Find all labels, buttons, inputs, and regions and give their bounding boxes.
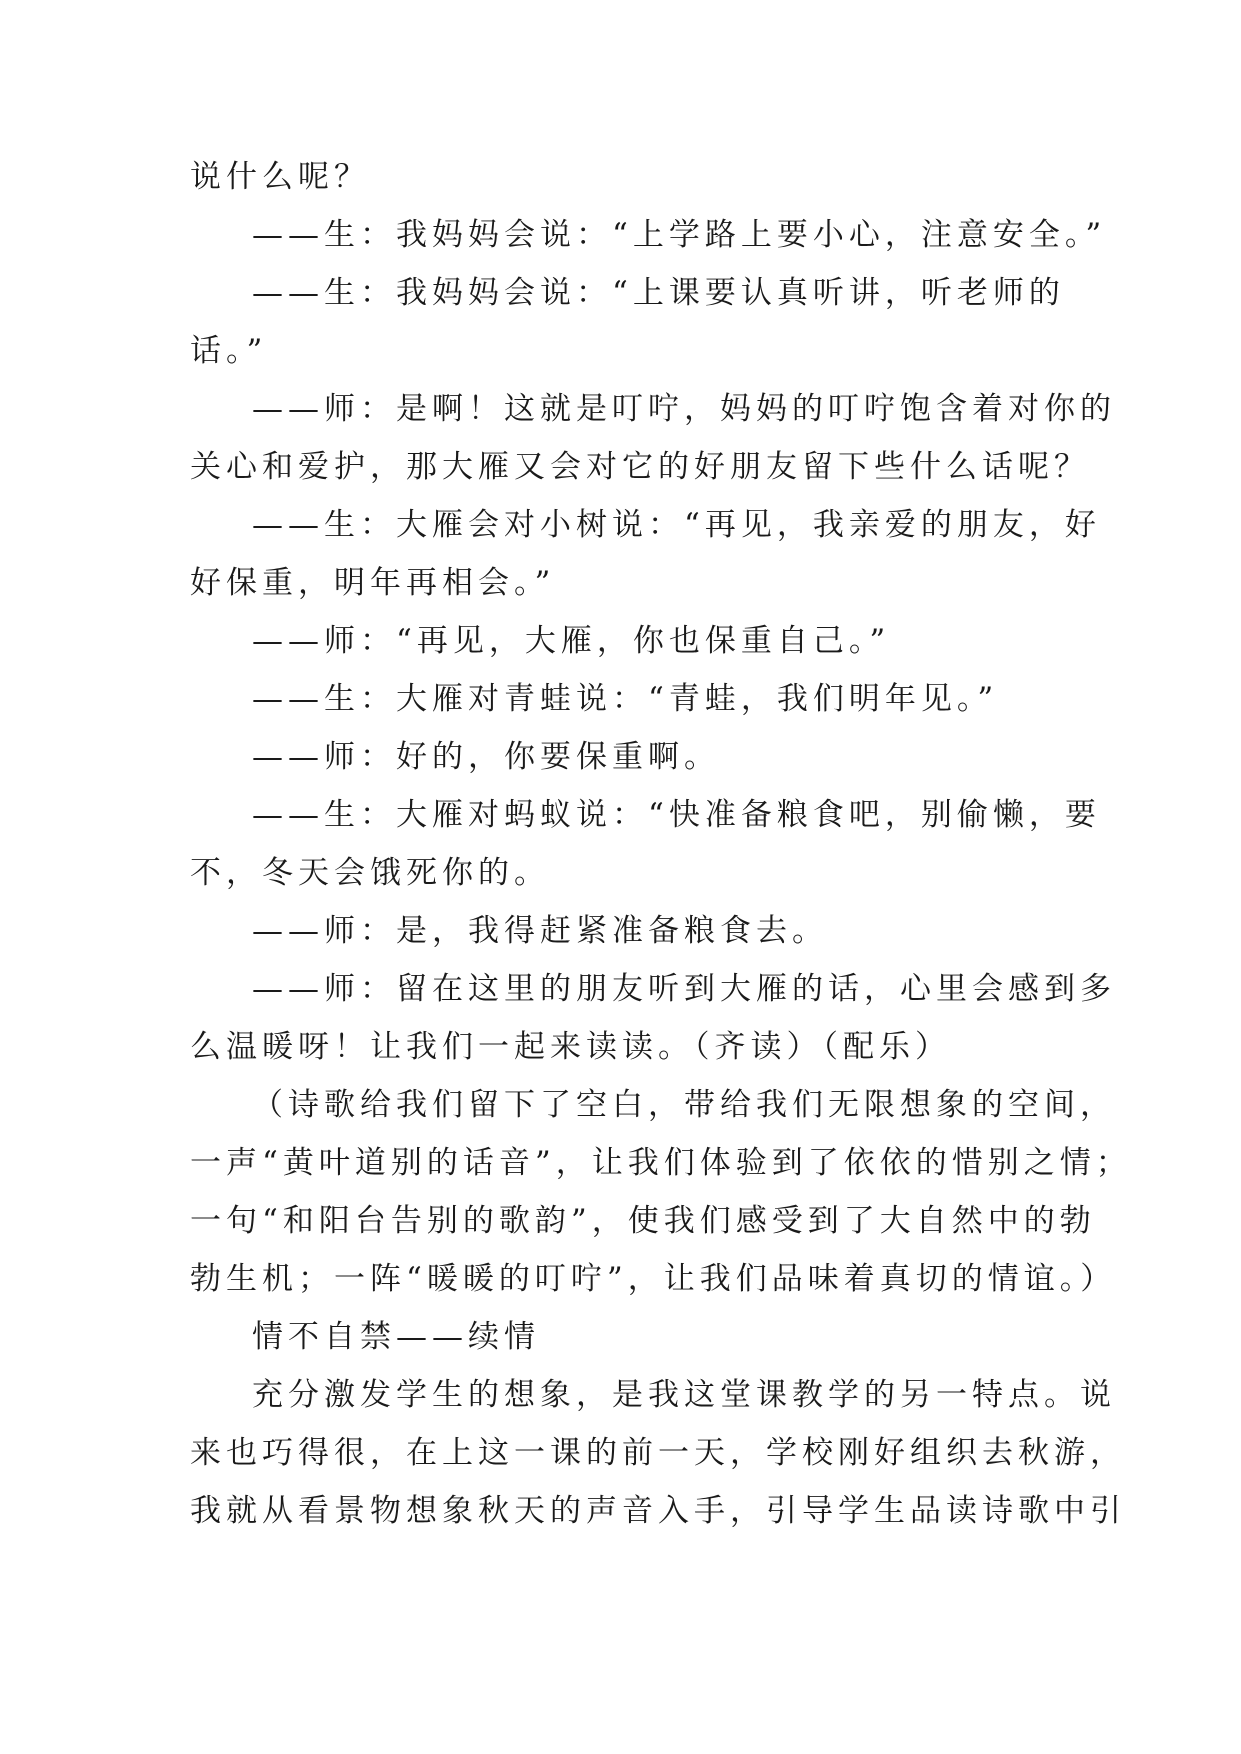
- text-line: 我就从看景物想象秋天的声音入手，引导学生品读诗歌中引: [190, 1493, 1126, 1529]
- text-line: ——师：留在这里的朋友听到大雁的话，心里会感到多: [252, 971, 1116, 1007]
- text-line: ——生：我妈妈会说：“上课要认真听讲，听老师的: [252, 275, 1065, 311]
- document-body: [190, 148, 1132, 1540]
- text-line: 话。”: [190, 333, 268, 369]
- text-line: 来也巧得很，在上这一课的前一天，学校刚好组织去秋游，: [190, 1435, 1126, 1471]
- text-line: （诗歌给我们留下了空白，带给我们无限想象的空间，: [252, 1087, 1116, 1123]
- text-line: 不，冬天会饿死你的。: [190, 855, 550, 891]
- text-line: 勃生机；一阵“暖暖的叮咛”，让我们品味着真切的情谊。）: [190, 1261, 1117, 1297]
- text-line: ——师：是，我得赶紧准备粮食去。: [252, 913, 828, 949]
- section-heading: 情不自禁——续情: [252, 1319, 540, 1355]
- text-line: ——师：“再见，大雁，你也保重自己。”: [252, 623, 891, 659]
- text-line: 么温暖呀！让我们一起来读读。（齐读）（配乐）: [190, 1029, 951, 1065]
- text-line: ——师：好的，你要保重啊。: [252, 739, 720, 775]
- text-line: ——师：是啊！这就是叮咛，妈妈的叮咛饱含着对你的: [252, 391, 1116, 427]
- text-line: 一句“和阳台告别的歌韵”，使我们感受到了大自然中的勃: [190, 1203, 1096, 1239]
- text-line: ——生：大雁对青蛙说：“青蛙，我们明年见。”: [252, 681, 999, 717]
- text-line: ——生：大雁对蚂蚁说：“快准备粮食吧，别偷懒，要: [252, 797, 1101, 833]
- text-line: 说什么呢？: [190, 159, 370, 195]
- text-line: ——生：我妈妈会说：“上学路上要小心，注意安全。”: [252, 217, 1107, 253]
- text-line: 关心和爱护，那大雁又会对它的好朋友留下些什么话呢？: [190, 449, 1090, 485]
- text-line: 好保重，明年再相会。”: [190, 565, 556, 601]
- text-line: ——生：大雁会对小树说：“再见，我亲爱的朋友，好: [252, 507, 1101, 543]
- text-line: 一声“黄叶道别的话音”，让我们体验到了依依的惜别之情；: [190, 1145, 1132, 1181]
- text-line: 充分激发学生的想象，是我这堂课教学的另一特点。说: [252, 1377, 1116, 1413]
